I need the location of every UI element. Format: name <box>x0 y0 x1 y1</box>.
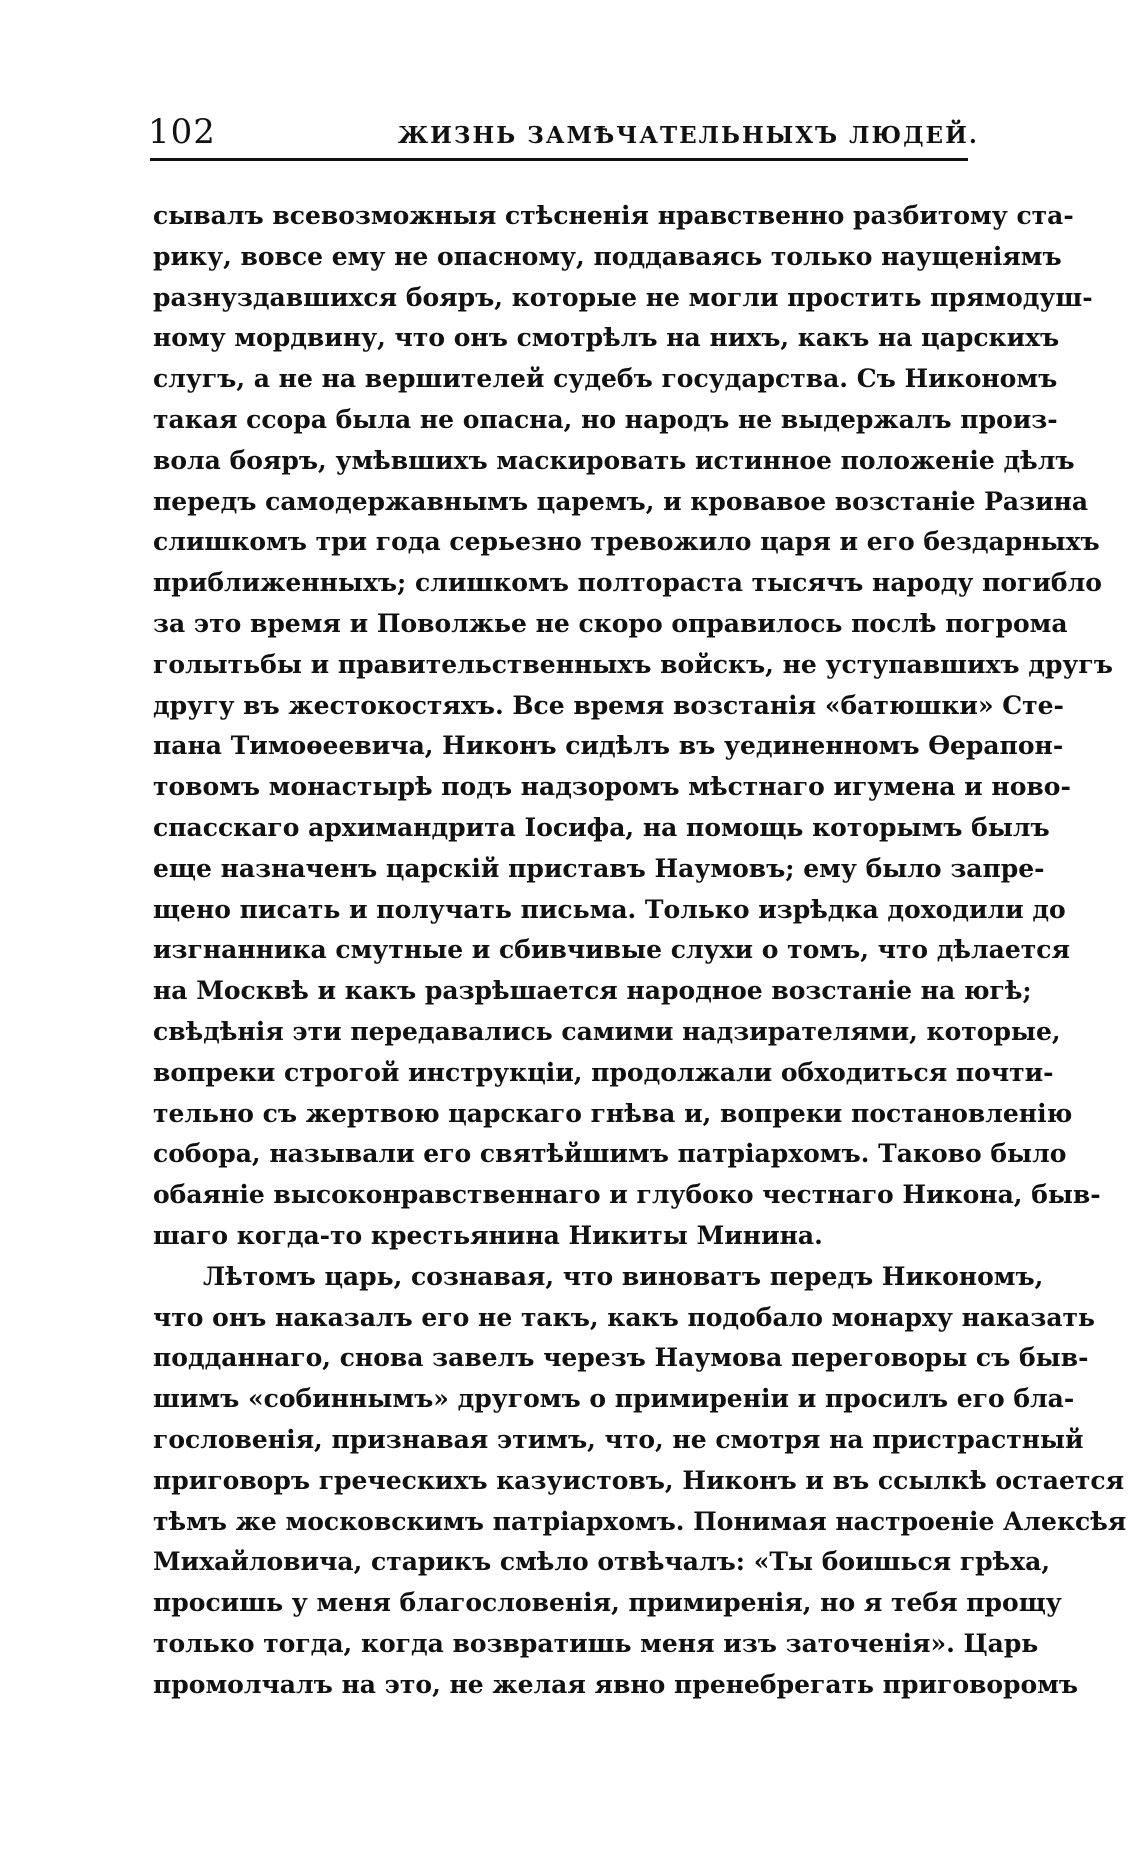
text-line: подданнаго, снова завелъ черезъ Наумова переговоры съ быв- <box>153 1343 1089 1373</box>
text-line: просишь у меня благословенія, примиренія, но я тебя прощу <box>153 1588 1062 1618</box>
header-rule <box>150 158 968 161</box>
text-line: спасскаго архимандрита Іосифа, на помощь которымъ былъ <box>153 812 1050 842</box>
text-line: что онъ наказалъ его не такъ, какъ подобало монарху наказать <box>153 1302 1095 1332</box>
text-line: вола бояръ, умѣвшихъ маскировать истинное положеніе дѣлъ <box>153 445 1075 475</box>
text-line: собора, называли его святѣйшимъ патріархомъ. Таково было <box>153 1139 1067 1169</box>
text-line: изгнанника смутные и сбивчивые слухи о томъ, что дѣлается <box>153 935 1070 965</box>
text-line: шимъ «собиннымъ» другомъ о примиреніи и просилъ его бла- <box>153 1384 1075 1414</box>
text-line: другу въ жестокостяхъ. Все время возстанія «батюшки» Сте- <box>153 690 1064 720</box>
text-line: шаго когда-то крестьянина Никиты Минина. <box>153 1220 823 1250</box>
text-line: промолчалъ на это, не желая явно пренебрегать приговоромъ <box>153 1669 1079 1699</box>
text-line: пана Тимоѳеевича, Никонъ сидѣлъ въ уединенномъ Ѳерапон- <box>153 731 1064 761</box>
text-line: только тогда, когда возвратишь меня изъ заточенія». Царь <box>153 1628 1039 1658</box>
text-line: на Москвѣ и какъ разрѣшается народное возстаніе на югѣ; <box>153 976 1032 1006</box>
text-line: слишкомъ три года серьезно тревожило царя и его бездарныхъ <box>153 527 1100 557</box>
text-line: голытьбы и правительственныхъ войскъ, не уступавшихъ другъ <box>153 649 1113 679</box>
text-line: разнуздавшихся бояръ, которые не могли простить прямодуш- <box>153 282 1093 312</box>
text-line: за это время и Поволжье не скоро оправилось послѣ погрома <box>153 608 1068 638</box>
text-line: рику, вовсе ему не опасному, поддаваясь только наущеніямъ <box>153 241 1062 271</box>
running-head <box>148 112 988 160</box>
text-line: приближенныхъ; слишкомъ полтораста тысячъ народу погибло <box>153 568 1102 598</box>
text-line: Лѣтомъ царь, сознавая, что виноватъ передъ Никономъ, <box>203 1261 1044 1291</box>
text-line: свѣдѣнія эти передавались самими надзирателями, которые, <box>153 1016 1061 1046</box>
page-number: 102 <box>148 112 216 152</box>
text-line: еще назначенъ царскій приставъ Наумовъ; ему было запре- <box>153 853 1045 883</box>
body-text <box>153 196 1127 1705</box>
text-line: тельно съ жертвою царскаго гнѣва и, вопреки постановленію <box>153 1098 1073 1128</box>
text-line: приговоръ греческихъ казуистовъ, Никонъ и въ ссылкѣ остается <box>153 1465 1125 1495</box>
text-line: Михайловича, старикъ смѣло отвѣчалъ: «Ты боишься грѣха, <box>153 1547 1051 1577</box>
text-line: товомъ монастырѣ подъ надзоромъ мѣстнаго игумена и ново- <box>153 772 1071 802</box>
text-line: такая ссора была не опасна, но народъ не выдержалъ произ- <box>153 404 1058 434</box>
text-line: гословенія, признавая этимъ, что, не смотря на пристрастный <box>153 1424 1084 1454</box>
text-line: сывалъ всевозможныя стѣсненія нравственно разбитому ста- <box>153 201 1074 230</box>
text-line: ному мордвину, что онъ смотрѣлъ на нихъ, какъ на царскихъ <box>153 323 1060 353</box>
text-line: обаяніе высоконравственнаго и глубоко честнаго Никона, быв- <box>153 1180 1101 1210</box>
running-title: ЖИЗНЬ ЗАМѢЧАТЕЛЬНЫХЪ ЛЮДЕЙ. <box>398 122 979 149</box>
text-line: слугъ, а не на вершителей судебъ государства. Съ Никономъ <box>153 364 1058 394</box>
text-line: тѣмъ же московскимъ патріархомъ. Понимая настроеніе Алексѣя <box>153 1506 1127 1536</box>
text-line: щено писать и получать письма. Только изрѣдка доходили до <box>153 894 1066 924</box>
text-line: вопреки строгой инструкціи, продолжали обходиться почти- <box>153 1057 1054 1087</box>
text-line: передъ самодержавнымъ царемъ, и кровавое возстаніе Разина <box>153 486 1089 516</box>
